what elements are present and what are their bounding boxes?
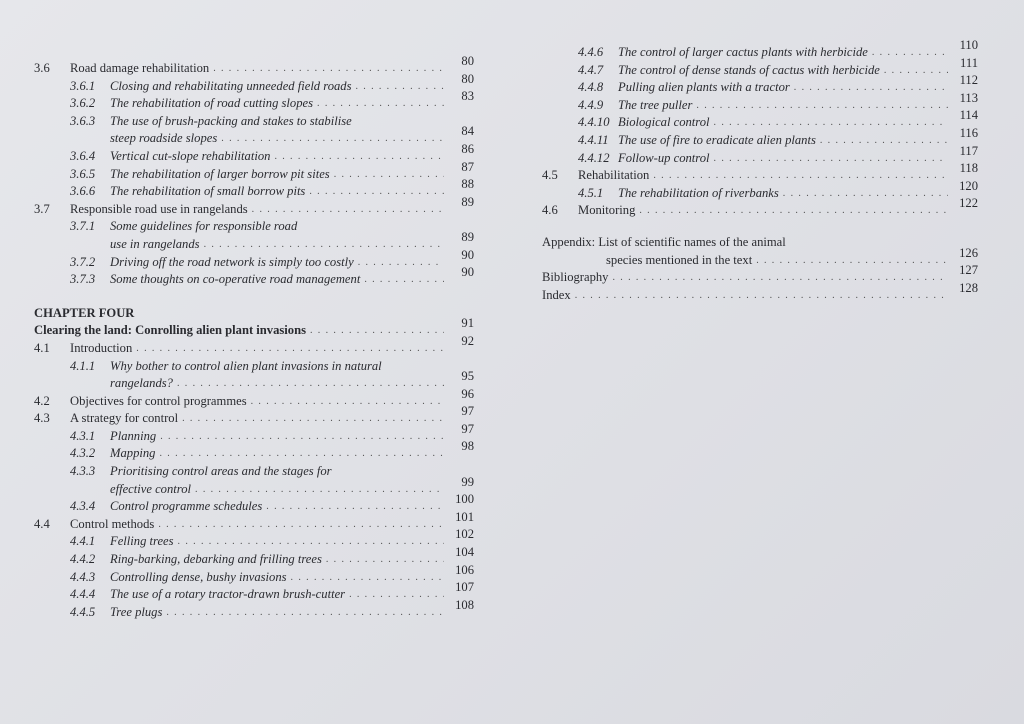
page-number: 89 [461,229,474,244]
section-number: 3.6 [34,61,50,75]
toc-entry[interactable] [34,141,474,166]
page-number: 101 [455,509,474,524]
section-title: The use of brush-packing and stakes to stabilise [110,113,352,128]
section-number: 3.6.6 [70,184,96,199]
page-number: 108 [455,597,474,612]
toc-entry[interactable] [34,421,474,446]
section-number: 4.3.2 [70,446,96,461]
leader-dots [251,393,444,411]
toc-entry[interactable] [34,463,474,481]
page-number: 117 [959,143,978,158]
toc-entry[interactable] [34,492,474,516]
leader-dots [355,78,444,96]
leader-dots [575,287,948,305]
section-title: Control programme schedules [110,499,263,514]
toc-entry-continuation[interactable] [34,474,474,499]
section-number: 4.4 [34,516,50,531]
toc-entry[interactable] [34,404,474,428]
section-number: 4.3.4 [70,499,96,514]
index-title: Index [542,287,571,302]
page-number: 104 [455,545,474,560]
index-entry[interactable] [542,280,978,305]
section-title: The use of fire to eradicate alien plants [618,132,816,147]
leader-dots [612,269,948,287]
toc-entry[interactable] [34,159,474,184]
section-title: The rehabilitation of small borrow pits [110,184,306,199]
leader-dots [358,254,444,272]
leader-dots [317,95,444,113]
leader-dots [820,132,948,150]
page-number: 114 [959,108,978,123]
leader-dots [195,481,444,499]
page-number: 87 [461,159,474,174]
section-title: Prioritising control areas and the stages for [110,464,332,479]
section-title: The control of dense stands of cactus with herbicide [618,62,880,77]
page-number: 118 [959,161,978,176]
section-title: Responsible road use in rangelands [70,201,248,216]
section-title: Introduction [70,340,133,355]
page-number: 90 [461,265,474,280]
page-number: 80 [461,54,474,68]
bibliography-entry[interactable] [542,263,978,287]
leader-dots [221,130,444,148]
section-number: 3.6.1 [70,78,96,93]
leader-dots [158,516,444,534]
toc-entry[interactable] [34,439,474,463]
section-title: Pulling alien plants with a tractor [618,80,790,95]
section-title: Road damage rehabilitation [70,61,210,75]
page-number: 80 [461,71,474,86]
toc-entry-continuation[interactable] [34,124,474,148]
page-number: 83 [461,89,474,104]
toc-entry-continuation[interactable] [34,369,474,393]
toc-entry[interactable] [542,108,978,132]
leader-dots [653,167,948,185]
page-number: 100 [455,492,474,507]
toc-entry[interactable] [34,89,474,113]
page-number: 107 [455,580,474,595]
section-title: Rehabilitation [578,168,650,183]
section-title: Objectives for control programmes [70,393,247,408]
section-title: Driving off the road network is simply too costly [110,254,354,269]
section-title-continuation: steep roadside slopes [110,131,218,146]
section-title: Monitoring [578,203,636,218]
section-title: Ring-barking, debarking and frilling trees [110,552,322,567]
leader-dots [159,445,444,463]
section-number: 4.4.3 [70,569,96,584]
section-title: Vertical cut-slope rehabilitation [110,148,271,163]
leader-dots [178,533,444,551]
section-title-continuation: effective control [110,481,192,496]
section-title: Why bother to control alien plant invasions in natural [110,358,382,373]
leader-dots [714,150,948,168]
page-number: 97 [461,404,474,419]
section-number: 4.2 [34,393,50,408]
toc-left-column [34,54,474,621]
section-title: The rehabilitation of riverbanks [618,185,779,200]
page-number: 88 [461,177,474,192]
section-title: Controlling dense, bushy invasions [110,569,287,584]
page-number: 91 [461,316,474,331]
page-number: 89 [461,194,474,209]
section-number: 4.4.12 [578,150,610,165]
section-title: The use of a rotary tractor-drawn brush-cutter [110,587,346,602]
section-number: 4.1.1 [70,358,96,373]
toc-entry[interactable] [542,90,978,115]
bibliography-title: Bibliography [542,270,609,285]
toc-section-4-continued-list [542,38,978,220]
toc-entry[interactable] [34,333,474,358]
section-number: 4.4.7 [578,62,604,77]
section-number: 4.3 [34,411,50,426]
section-number: 4.4.8 [578,80,604,95]
section-number: 4.4.4 [70,587,96,602]
toc-entry[interactable] [34,113,474,131]
page-number: 99 [461,474,474,489]
toc-right-column [542,38,978,304]
section-number: 4.4.9 [578,97,604,112]
section-title: The control of larger cactus plants with herbicide [618,45,868,59]
leader-dots [783,185,948,203]
page-number: 112 [959,73,978,88]
toc-entry[interactable] [34,580,474,604]
section-title-continuation: rangelands? [110,376,173,391]
leader-dots [160,428,444,446]
page-number: 120 [959,178,978,193]
leader-dots [334,166,444,184]
leader-dots [136,340,444,358]
page-number: 126 [959,245,978,260]
toc-entry[interactable] [34,386,474,411]
leader-dots [696,97,948,115]
toc-entry[interactable] [34,358,474,376]
page-number: 96 [461,386,474,401]
section-number: 4.4.1 [70,534,96,549]
section-number: 4.4.10 [578,115,610,130]
leader-dots [291,569,444,587]
section-title: Tree plugs [110,604,163,619]
toc-entry[interactable] [542,178,978,203]
section-number: 4.4.5 [70,604,96,619]
section-title: The rehabilitation of road cutting slopes [110,96,314,111]
leader-dots [177,375,444,393]
toc-entry[interactable] [542,143,978,168]
section-number: 3.6.2 [70,96,96,111]
page-number: 110 [959,38,978,52]
section-title-continuation: use in rangelands [110,236,200,251]
toc-entry[interactable] [542,125,978,150]
toc-entry[interactable] [34,562,474,587]
appendix-line-2: species mentioned in the text [606,252,753,267]
page-number: 128 [959,280,978,295]
page-number: 113 [959,90,978,105]
leader-dots [884,62,948,80]
leader-dots [182,410,444,428]
leader-dots [166,604,444,622]
section-title: A strategy for control [70,411,179,426]
page-number: 92 [461,333,474,348]
leader-dots [204,236,444,254]
toc-entry[interactable] [34,194,474,219]
toc-entry[interactable] [542,73,978,97]
toc-entry[interactable] [34,177,474,201]
leader-dots [266,498,444,516]
toc-entry[interactable] [34,545,474,569]
chapter-title: Clearing the land: Conrolling alien plant invasions [34,323,306,338]
section-title: Mapping [110,446,156,461]
section-title: Felling trees [110,534,174,549]
page-number: 86 [461,141,474,156]
toc-section-4-list [34,333,474,622]
page-number: 127 [959,263,978,278]
section-number: 4.1 [34,340,50,355]
page-number: 111 [960,55,978,70]
section-number: 3.7.2 [70,254,96,269]
page-number: 90 [461,247,474,262]
toc-entry[interactable] [542,196,978,220]
page-number: 102 [455,527,474,542]
toc-entry[interactable] [542,38,978,62]
page-number: 84 [461,124,474,139]
leader-dots [872,44,948,62]
page-number: 95 [461,369,474,384]
page-number: 106 [455,562,474,577]
section-number: 4.6 [542,203,558,218]
appendix-line-1: Appendix: List of scientific names of the animal [542,234,786,249]
section-title: Follow-up control [618,150,710,165]
toc-entry[interactable] [34,218,474,236]
leader-dots [274,148,444,166]
toc-entry-continuation[interactable] [34,229,474,254]
toc-entry[interactable] [34,265,474,289]
toc-entry[interactable] [34,509,474,534]
section-number: 4.4.6 [578,45,604,59]
page-number: 122 [959,196,978,211]
section-number: 3.6.3 [70,113,96,128]
chapter-title-entry[interactable] [34,316,474,340]
leader-dots [364,271,444,289]
page-number: 98 [461,439,474,454]
section-number: 3.7.3 [70,272,96,287]
toc-entry[interactable] [34,247,474,272]
section-number: 3.7 [34,201,50,216]
chapter-label: CHAPTER FOUR [34,305,135,320]
leader-dots [794,79,948,97]
section-number: 3.6.4 [70,148,96,163]
leader-dots [213,60,444,78]
section-number: 4.3.3 [70,464,96,479]
leader-dots [639,202,948,220]
leader-dots [309,183,444,201]
toc-entry[interactable] [34,527,474,551]
section-number: 3.6.5 [70,166,96,181]
leader-dots [310,322,444,340]
page-number: 97 [461,421,474,436]
section-title: Control methods [70,516,155,531]
section-number: 4.3.1 [70,428,96,443]
toc-entry[interactable] [542,161,978,185]
section-title: Biological control [618,115,710,130]
toc-entry[interactable] [34,71,474,96]
toc-entry[interactable] [34,597,474,622]
section-number: 4.4.11 [578,132,609,147]
section-title: Some guidelines for responsible road [110,219,298,234]
section-title: The rehabilitation of larger borrow pit sites [110,166,330,181]
leader-dots [326,551,444,569]
leader-dots [714,114,948,132]
leader-dots [252,201,444,219]
page-number: 116 [959,125,978,140]
appendix-entry[interactable] [542,245,978,270]
toc-entry[interactable] [34,54,474,78]
leader-dots [756,252,948,270]
toc-entry[interactable] [542,55,978,80]
toc-section-3-list [34,54,474,289]
section-number: 4.5.1 [578,185,604,200]
section-number: 3.7.1 [70,219,96,234]
section-number: 4.4.2 [70,552,96,567]
section-title: Closing and rehabilitating unneeded field roads [110,78,352,93]
section-title: Some thoughts on co-operative road management [110,272,361,287]
section-number: 4.5 [542,168,558,183]
section-title: The tree puller [618,97,693,112]
section-title: Planning [110,428,157,443]
leader-dots [349,586,444,604]
